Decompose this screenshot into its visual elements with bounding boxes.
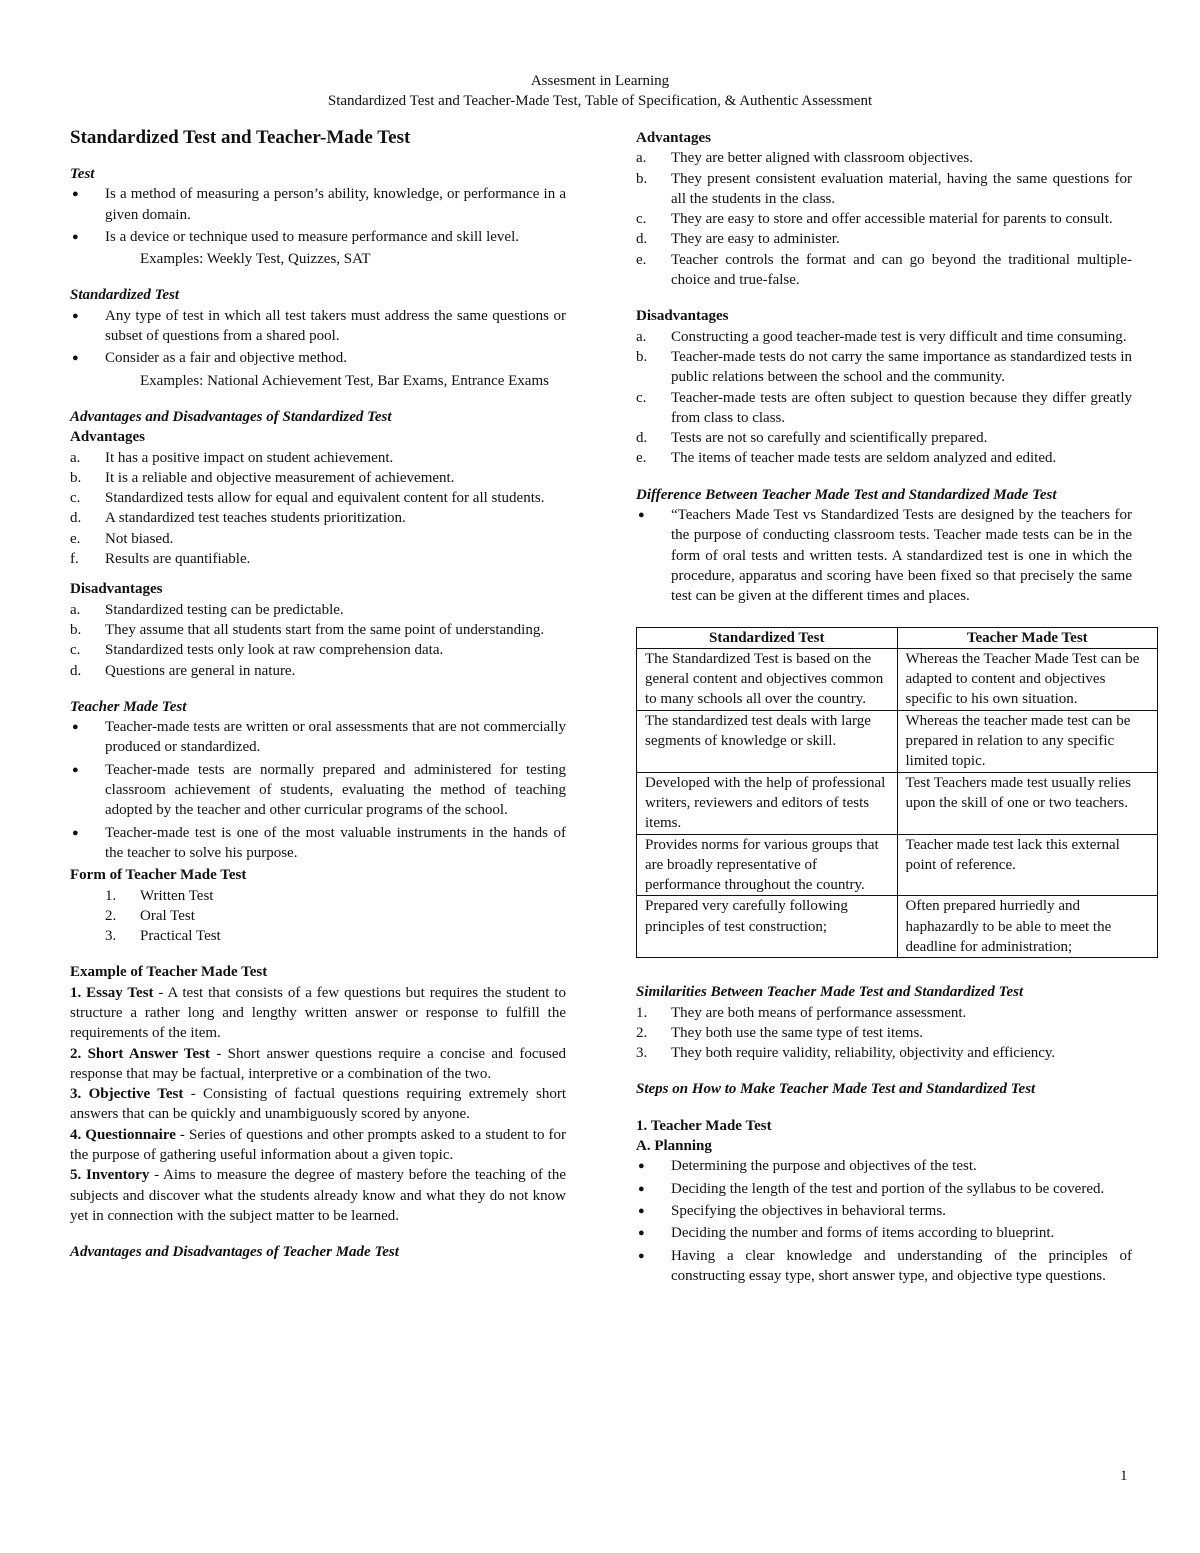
example-description: - Short answer questions require a concise and focused response that may be factual, interpretive or a combination of the two. xyxy=(70,1045,566,1082)
steps-subheading-teacher-made: 1. Teacher Made Test xyxy=(636,1117,772,1134)
form-item xyxy=(70,886,566,906)
standardized-bullet xyxy=(70,306,566,347)
test-bullet-text: Is a method of measuring a person’s ability, knowledge, or performance in a given domain. xyxy=(105,186,566,223)
teacher-made-bullet xyxy=(70,760,566,821)
standardized-advantage-item-marker: e. xyxy=(70,530,81,547)
teacher-made-advantage-item xyxy=(636,169,1132,210)
table-row xyxy=(637,710,1158,772)
standardized-disadvantage-item xyxy=(70,661,566,681)
teacher-made-advantage-item-marker: a. xyxy=(636,150,647,167)
table-cell-teacher-made: Often prepared hurriedly and haphazardly to be able to meet the deadline for administration; xyxy=(897,896,1158,958)
teacher-made-disadvantage-item-marker: d. xyxy=(636,430,648,447)
page-number: 1 xyxy=(1120,1468,1128,1484)
table-row xyxy=(637,648,1158,710)
form-item xyxy=(70,906,566,926)
form-item-text: Written Test xyxy=(140,887,214,904)
table-header-standardized: Standardized Test xyxy=(637,627,898,648)
examples-block xyxy=(70,983,566,1227)
teacher-made-advantage-item-text: They are better aligned with classroom objectives. xyxy=(671,150,973,167)
similarity-item-marker: 3. xyxy=(636,1045,648,1062)
teacher-made-advantage-item xyxy=(636,250,1132,291)
standardized-advantage-item-marker: f. xyxy=(70,551,79,568)
example-item xyxy=(70,983,566,1044)
teacher-made-disadvantage-item-text: The items of teacher made tests are seldom analyzed and edited. xyxy=(671,450,1057,467)
adv-dis-teacher-made-heading: Advantages and Disadvantages of Teacher Made Test xyxy=(70,1244,399,1261)
standardized-disadvantage-item-marker: a. xyxy=(70,601,81,618)
example-term: 4. Questionnaire xyxy=(70,1126,176,1143)
teacher-made-test-heading: Teacher Made Test xyxy=(70,698,187,715)
steps-subheading-planning: A. Planning xyxy=(636,1138,712,1155)
teacher-made-bullet xyxy=(70,717,566,758)
planning-bullet xyxy=(636,1201,1132,1221)
standardized-disadvantage-item-marker: c. xyxy=(70,642,81,659)
standardized-advantage-item-marker: b. xyxy=(70,469,82,486)
form-item-marker: 3. xyxy=(105,928,117,945)
comparison-table xyxy=(636,627,1158,959)
difference-heading: Difference Between Teacher Made Test and Standardized Made Test xyxy=(636,486,1057,503)
table-cell-standardized: The standardized test deals with large segments of knowledge or skill. xyxy=(637,710,898,772)
similarity-item xyxy=(636,1023,1132,1043)
bullet-icon: ● xyxy=(638,1160,645,1173)
section-title: Standardized Test and Teacher-Made Test xyxy=(70,127,411,148)
example-item xyxy=(70,1125,566,1166)
teacher-made-bullet-text: Teacher-made test is one of the most valuable instruments in the hands of the teacher to solve his purpose. xyxy=(105,824,566,861)
standardized-advantage-item-marker: d. xyxy=(70,510,82,527)
example-term: 1. Essay Test xyxy=(70,984,154,1001)
table-cell-standardized: The Standardized Test is based on the general content and objectives common to many schools all over the country. xyxy=(637,648,898,710)
teacher-made-bullet-text: Teacher-made tests are written or oral assessments that are not commercially produced or standardized. xyxy=(105,719,566,756)
form-item-marker: 1. xyxy=(105,887,117,904)
tmt-advantages-label: Advantages xyxy=(636,130,712,146)
teacher-made-disadvantage-item-text: Teacher-made tests are often subject to question because they differ greatly from class to class. xyxy=(671,389,1132,426)
standardized-disadvantage-item xyxy=(70,600,566,620)
teacher-made-disadvantage-item-text: Teacher-made tests do not carry the same importance as standardized tests in public relations between the school and the community. xyxy=(671,348,1132,386)
teacher-made-advantage-item xyxy=(636,229,1132,249)
difference-bullet xyxy=(636,505,1132,606)
header-topic-line: Standardized Test and Teacher-Made Test, Table of Specification, & Authentic Assessment xyxy=(327,93,873,109)
bullet-icon: ● xyxy=(72,721,79,734)
standardized-disadvantage-item-text: Questions are general in nature. xyxy=(105,662,296,679)
standardized-examples: Examples: National Achievement Test, Bar Exams, Entrance Exams xyxy=(140,372,549,389)
right-column xyxy=(636,128,1140,1288)
planning-bullet xyxy=(636,1246,1132,1287)
teacher-made-disadvantage-item-marker: c. xyxy=(636,389,647,406)
teacher-made-advantage-item xyxy=(636,148,1132,168)
adv-dis-standardized-heading: Advantages and Disadvantages of Standardized Test xyxy=(70,408,392,425)
bullet-icon: ● xyxy=(638,1182,645,1195)
example-item xyxy=(70,1044,566,1085)
teacher-made-disadvantage-item xyxy=(636,448,1132,468)
advantages-label: Advantages xyxy=(70,429,146,446)
table-header-teacher-made: Teacher Made Test xyxy=(897,627,1158,648)
standardized-disadvantages-list xyxy=(70,600,566,681)
difference-bullet-list xyxy=(636,505,1132,606)
standardized-advantage-item-text: Not biased. xyxy=(105,530,174,547)
teacher-made-disadvantage-item xyxy=(636,347,1132,388)
test-bullet xyxy=(70,227,566,247)
example-heading: Example of Teacher Made Test xyxy=(70,964,268,981)
similarity-item-marker: 1. xyxy=(636,1004,648,1021)
standardized-disadvantage-item xyxy=(70,640,566,660)
similarity-item xyxy=(636,1043,1132,1063)
example-description: - Aims to measure the degree of mastery before the teaching of the subjects and discover what the students already know and what they do not know yet in connection with the subject matter to be learned. xyxy=(70,1167,566,1224)
bullet-icon: ● xyxy=(638,1227,645,1240)
disadvantages-label: Disadvantages xyxy=(70,581,163,598)
teacher-made-disadvantage-item-text: Constructing a good teacher-made test is very difficult and time consuming. xyxy=(671,328,1127,345)
standardized-advantage-item-text: It is a reliable and objective measurement of achievement. xyxy=(105,469,455,486)
table-row xyxy=(637,772,1158,834)
bullet-icon: ● xyxy=(72,309,79,322)
standardized-disadvantage-item-text: They assume that all students start from the same point of understanding. xyxy=(105,621,545,638)
planning-bullet-list xyxy=(636,1156,1132,1286)
form-item-text: Practical Test xyxy=(140,928,221,945)
example-item xyxy=(70,1084,566,1125)
similarity-item-text: They both use the same type of test items. xyxy=(671,1024,924,1041)
standardized-test-heading: Standardized Test xyxy=(70,287,180,304)
planning-bullet-text: Deciding the number and forms of items according to blueprint. xyxy=(671,1225,1055,1242)
standardized-advantage-item xyxy=(70,488,566,508)
test-heading: Test xyxy=(70,166,95,182)
steps-heading: Steps on How to Make Teacher Made Test and Standardized Test xyxy=(636,1081,1036,1098)
standardized-bullet-text: Consider as a fair and objective method. xyxy=(105,350,348,367)
standardized-advantage-item-text: Standardized tests allow for equal and equivalent content for all students. xyxy=(105,490,545,507)
teacher-made-advantage-item-text: They present consistent evaluation material, having the same questions for all the students in the class. xyxy=(671,170,1132,207)
planning-bullet xyxy=(636,1156,1132,1176)
standardized-disadvantage-item-text: Standardized tests only look at raw comprehension data. xyxy=(105,642,444,659)
teacher-made-disadvantage-item xyxy=(636,388,1132,429)
teacher-made-advantage-item-marker: b. xyxy=(636,170,648,187)
teacher-made-advantage-item xyxy=(636,209,1132,229)
example-description: - Consisting of factual questions requiring extremely short answers that can be quickly and unambiguously scored by anyone. xyxy=(70,1086,566,1123)
tmt-disadvantages-label: Disadvantages xyxy=(636,308,729,325)
teacher-made-bullet-text: Teacher-made tests are normally prepared and administered for testing classroom achievement of students, evaluating the method of teaching adopted by the teacher and other curricular programs of the school. xyxy=(105,761,566,819)
example-term: 5. Inventory xyxy=(70,1167,150,1184)
similarity-item-text: They are both means of performance assessment. xyxy=(671,1004,967,1021)
form-item xyxy=(70,926,566,946)
example-description: - A test that consists of a few questions but requires the student to structure a rather long and lengthy written answer or response to fulfill the requirements of the item. xyxy=(70,984,566,1042)
teacher-made-advantage-item-text: They are easy to store and offer accessible material for parents to consult. xyxy=(671,211,1113,228)
teacher-made-disadvantage-item-marker: b. xyxy=(636,348,648,365)
test-bullet-text: Is a device or technique used to measure performance and skill level. xyxy=(105,228,520,245)
table-cell-teacher-made: Whereas the teacher made test can be prepared in relation to any specific limited topic. xyxy=(897,710,1158,772)
difference-text: “Teachers Made Test vs Standardized Tests are designed by the teachers for the purpose of conducting classroom tests. Teacher made tests can be in the form of oral tests and written tests. A standardized test is one in which the procedure, apparatus and scoring have been fixed so that precisely the same test can be given at the different times and places. xyxy=(671,507,1132,605)
similarity-item xyxy=(636,1003,1132,1023)
standardized-disadvantage-item-text: Standardized testing can be predictable. xyxy=(105,601,344,618)
standardized-advantage-item-text: It has a positive impact on student achievement. xyxy=(105,449,394,466)
table-cell-standardized: Prepared very carefully following principles of test construction; xyxy=(637,896,898,958)
similarity-item-text: They both require validity, reliability, objectivity and efficiency. xyxy=(671,1045,1056,1062)
standardized-advantage-item xyxy=(70,508,566,528)
standardized-advantage-item-marker: a. xyxy=(70,449,81,466)
bullet-icon: ● xyxy=(638,509,645,522)
forms-list xyxy=(70,886,566,947)
table-row xyxy=(637,834,1158,896)
similarity-item-marker: 2. xyxy=(636,1024,648,1041)
standardized-advantage-item xyxy=(70,468,566,488)
bullet-icon: ● xyxy=(72,763,79,776)
teacher-made-advantages-list xyxy=(636,148,1132,290)
teacher-made-advantage-item-marker: d. xyxy=(636,231,648,248)
page-header xyxy=(0,71,1200,111)
teacher-made-disadvantage-item-marker: a. xyxy=(636,328,647,345)
teacher-made-bullet-list xyxy=(70,717,566,863)
planning-bullet xyxy=(636,1179,1132,1199)
standardized-bullet-text: Any type of test in which all test takers must address the same questions or subset of questions from a shared pool. xyxy=(105,307,566,345)
bullet-icon: ● xyxy=(72,352,79,365)
standardized-disadvantage-item-marker: b. xyxy=(70,621,82,638)
planning-bullet-text: Determining the purpose and objectives of the test. xyxy=(671,1158,977,1175)
left-column xyxy=(70,126,566,1263)
standardized-advantage-item-text: A standardized test teaches students prioritization. xyxy=(105,510,406,527)
standardized-advantage-item xyxy=(70,529,566,549)
standardized-disadvantage-item-marker: d. xyxy=(70,662,82,679)
bullet-icon: ● xyxy=(638,1249,645,1262)
table-cell-teacher-made: Teacher made test lack this external point of reference. xyxy=(897,834,1158,896)
table-row xyxy=(637,896,1158,958)
standardized-advantage-item xyxy=(70,448,566,468)
example-term: 3. Objective Test xyxy=(70,1086,184,1103)
standardized-bullet xyxy=(70,348,566,368)
planning-bullet-text: Having a clear knowledge and understanding of the principles of constructing essay type, short answer type, and objective type questions. xyxy=(671,1247,1132,1284)
planning-bullet xyxy=(636,1223,1132,1243)
standardized-bullet-list xyxy=(70,306,566,369)
example-term: 2. Short Answer Test xyxy=(70,1045,210,1062)
header-course-title: Assesment in Learning xyxy=(530,73,670,89)
table-cell-standardized: Provides norms for various groups that are broadly representative of performance throughout the country. xyxy=(637,834,898,896)
teacher-made-bullet xyxy=(70,823,566,864)
test-examples: Examples: Weekly Test, Quizzes, SAT xyxy=(140,251,371,268)
standardized-advantage-item-marker: c. xyxy=(70,490,81,507)
teacher-made-disadvantages-list xyxy=(636,327,1132,469)
table-cell-standardized: Developed with the help of professional writers, reviewers and editors of tests items. xyxy=(637,772,898,834)
planning-bullet-text: Deciding the length of the test and portion of the syllabus to be covered. xyxy=(671,1180,1105,1197)
bullet-icon: ● xyxy=(72,188,79,201)
table-cell-teacher-made: Test Teachers made test usually relies upon the skill of one or two teachers. xyxy=(897,772,1158,834)
teacher-made-disadvantage-item xyxy=(636,428,1132,448)
bullet-icon: ● xyxy=(72,826,79,839)
standardized-advantage-item xyxy=(70,549,566,569)
teacher-made-disadvantage-item-marker: e. xyxy=(636,450,647,467)
teacher-made-advantage-item-text: Teacher controls the format and can go beyond the traditional multiple-choice and true-false. xyxy=(671,251,1132,289)
teacher-made-advantage-item-marker: c. xyxy=(636,211,647,228)
form-item-marker: 2. xyxy=(105,907,117,924)
teacher-made-disadvantage-item-text: Tests are not so carefully and scientifically prepared. xyxy=(671,430,988,447)
form-heading: Form of Teacher Made Test xyxy=(70,867,247,884)
standardized-advantages-list xyxy=(70,448,566,570)
form-item-text: Oral Test xyxy=(140,907,195,924)
planning-bullet-text: Specifying the objectives in behavioral terms. xyxy=(671,1202,946,1219)
standardized-disadvantage-item xyxy=(70,620,566,640)
teacher-made-advantage-item-text: They are easy to administer. xyxy=(671,231,840,248)
test-bullet-list xyxy=(70,184,566,247)
example-item xyxy=(70,1165,566,1226)
similarities-heading: Similarities Between Teacher Made Test and Standardized Test xyxy=(636,984,1024,1001)
bullet-icon: ● xyxy=(72,230,79,243)
bullet-icon: ● xyxy=(638,1204,645,1217)
teacher-made-advantage-item-marker: e. xyxy=(636,251,647,268)
example-description: - Series of questions and other prompts asked to a student to for the purpose of gathering useful information about a given topic. xyxy=(70,1126,566,1164)
standardized-advantage-item-text: Results are quantifiable. xyxy=(105,551,251,568)
table-cell-teacher-made: Whereas the Teacher Made Test can be adapted to content and objectives specific to his own situation. xyxy=(897,648,1158,710)
test-bullet xyxy=(70,184,566,225)
teacher-made-disadvantage-item xyxy=(636,327,1132,347)
similarities-list xyxy=(636,1003,1132,1064)
table-header-row xyxy=(637,627,1158,648)
